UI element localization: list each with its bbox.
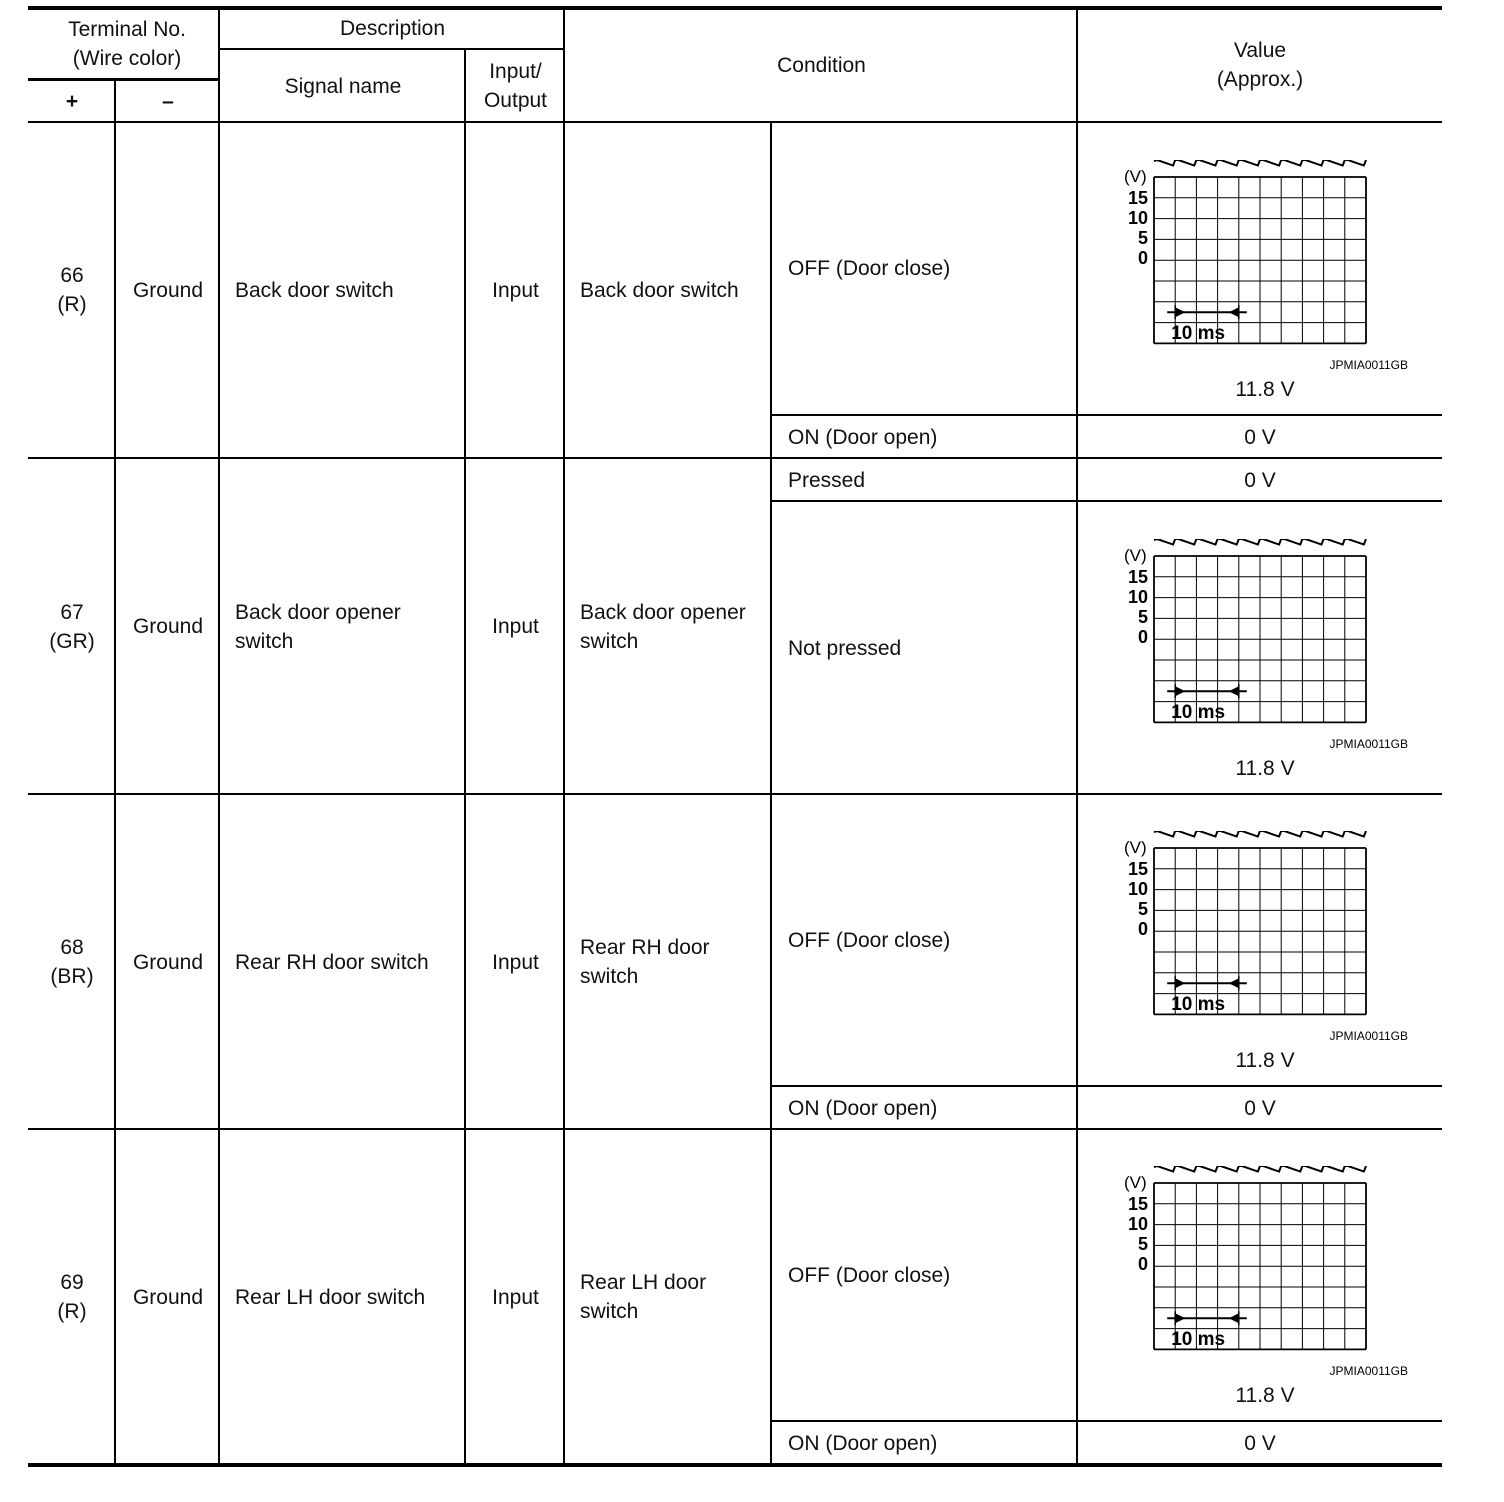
voltage-waveform [1110, 539, 1430, 757]
divider [772, 414, 1442, 416]
voltage-value: 11.8 V [1235, 757, 1295, 780]
condition-name: Back door opener switch [580, 600, 746, 653]
voltage-value: 0 V [1244, 1096, 1276, 1120]
ground-terminal: Ground [132, 615, 204, 638]
condition-state: ON (Door open) [788, 425, 938, 449]
header-signal-name: Signal name [284, 74, 402, 98]
signal-name: Back door opener switch [235, 600, 401, 653]
divider [772, 1085, 1442, 1087]
waveform-trace [1154, 160, 1366, 166]
ground-terminal: Ground [132, 278, 204, 302]
header-terminal-no: Terminal No. (Wire color) [68, 18, 186, 70]
y-tick-label: 0 [1137, 627, 1148, 647]
y-tick-label: 15 [1127, 188, 1148, 208]
signal-name: Rear RH door switch [235, 950, 429, 974]
voltage-value: 0 V [1244, 1431, 1276, 1455]
y-tick-label: 0 [1137, 248, 1148, 268]
y-tick-label: 0 [1137, 1254, 1148, 1274]
condition-name: Back door switch [580, 278, 739, 302]
header-condition: Condition [777, 53, 866, 77]
y-tick-label: 5 [1137, 228, 1148, 248]
arrow-icon [1229, 1313, 1239, 1323]
header-description: Description [339, 16, 446, 40]
divider [464, 48, 466, 1465]
divider [28, 78, 220, 81]
arrow-icon [1175, 307, 1185, 317]
ground-terminal: Ground [132, 950, 204, 974]
y-tick-label: 0 [1137, 919, 1148, 939]
terminal-number: 67 (GR) [49, 600, 95, 653]
y-axis-unit: (V) [1124, 1173, 1147, 1192]
voltage-value: 0 V [1244, 468, 1276, 492]
ground-terminal: Ground [132, 1285, 204, 1309]
time-division-label: 10 ms [1171, 994, 1226, 1016]
arrow-icon [1229, 307, 1239, 317]
input-output: Input [492, 615, 539, 638]
condition-state: OFF (Door close) [788, 257, 951, 280]
header-value: Value (Approx.) [1216, 39, 1304, 91]
condition-state: OFF (Door close) [788, 929, 951, 952]
waveform-trace [1154, 831, 1366, 837]
condition-state: OFF (Door close) [788, 1264, 951, 1287]
input-output: Input [492, 1285, 539, 1309]
input-output: Input [492, 950, 539, 974]
divider [28, 793, 1442, 795]
y-tick-label: 5 [1137, 607, 1148, 627]
waveform-trace [1154, 1166, 1366, 1172]
terminal-number: 66 (R) [57, 264, 87, 316]
input-output: Input [492, 278, 539, 302]
voltage-value: 11.8 V [1235, 1049, 1295, 1072]
voltage-waveform [1110, 831, 1430, 1049]
y-tick-label: 10 [1127, 1214, 1148, 1234]
arrow-icon [1175, 1313, 1185, 1323]
divider [772, 500, 1442, 502]
voltage-value: 0 V [1244, 425, 1276, 449]
time-division-label: 10 ms [1171, 323, 1226, 345]
y-axis-unit: (V) [1124, 546, 1147, 565]
terminal-number: 69 (R) [57, 1271, 87, 1323]
signal-name: Back door switch [235, 278, 394, 302]
terminal-number: 68 (BR) [50, 936, 94, 988]
voltage-waveform [1110, 1166, 1430, 1384]
arrow-icon [1175, 978, 1185, 988]
y-axis-unit: (V) [1124, 167, 1147, 186]
condition-state: Not pressed [788, 636, 902, 660]
signal-name: Rear LH door switch [235, 1285, 426, 1309]
divider [28, 457, 1442, 459]
figure-id: JPMIA0011GB [1329, 1364, 1408, 1378]
divider [772, 1420, 1442, 1422]
voltage-value: 11.8 V [1235, 1384, 1295, 1407]
figure-id: JPMIA0011GB [1329, 358, 1408, 372]
divider [218, 6, 220, 1465]
figure-id: JPMIA0011GB [1329, 1029, 1408, 1043]
arrow-icon [1229, 978, 1239, 988]
y-tick-label: 5 [1137, 899, 1148, 919]
y-tick-label: 10 [1127, 879, 1148, 899]
arrow-icon [1175, 686, 1185, 696]
condition-name: Rear RH door switch [580, 936, 710, 988]
divider [563, 6, 565, 1465]
divider [1076, 6, 1078, 1465]
waveform-trace [1154, 539, 1366, 545]
time-division-label: 10 ms [1171, 702, 1226, 724]
divider [28, 1128, 1442, 1130]
header-minus: – [162, 89, 174, 113]
divider [28, 121, 1442, 123]
header-plus: + [65, 89, 79, 113]
condition-state: Pressed [788, 468, 866, 492]
time-division-label: 10 ms [1171, 1329, 1226, 1351]
header-input-output: Input/ Output [483, 60, 548, 112]
y-tick-label: 15 [1127, 567, 1148, 587]
y-tick-label: 15 [1127, 1194, 1148, 1214]
condition-state: ON (Door open) [788, 1096, 938, 1120]
condition-name: Rear LH door switch [580, 1271, 707, 1323]
y-tick-label: 10 [1127, 208, 1148, 228]
voltage-waveform [1110, 160, 1430, 378]
table-top-border [28, 6, 1442, 10]
divider [220, 48, 565, 50]
divider [114, 80, 116, 1465]
y-axis-unit: (V) [1124, 838, 1147, 857]
condition-state: ON (Door open) [788, 1431, 938, 1455]
y-tick-label: 5 [1137, 1234, 1148, 1254]
y-tick-label: 15 [1127, 859, 1148, 879]
table-bottom-border [28, 1463, 1442, 1467]
y-tick-label: 10 [1127, 587, 1148, 607]
voltage-value: 11.8 V [1235, 378, 1295, 401]
divider [770, 121, 772, 1465]
figure-id: JPMIA0011GB [1329, 737, 1408, 751]
arrow-icon [1229, 686, 1239, 696]
